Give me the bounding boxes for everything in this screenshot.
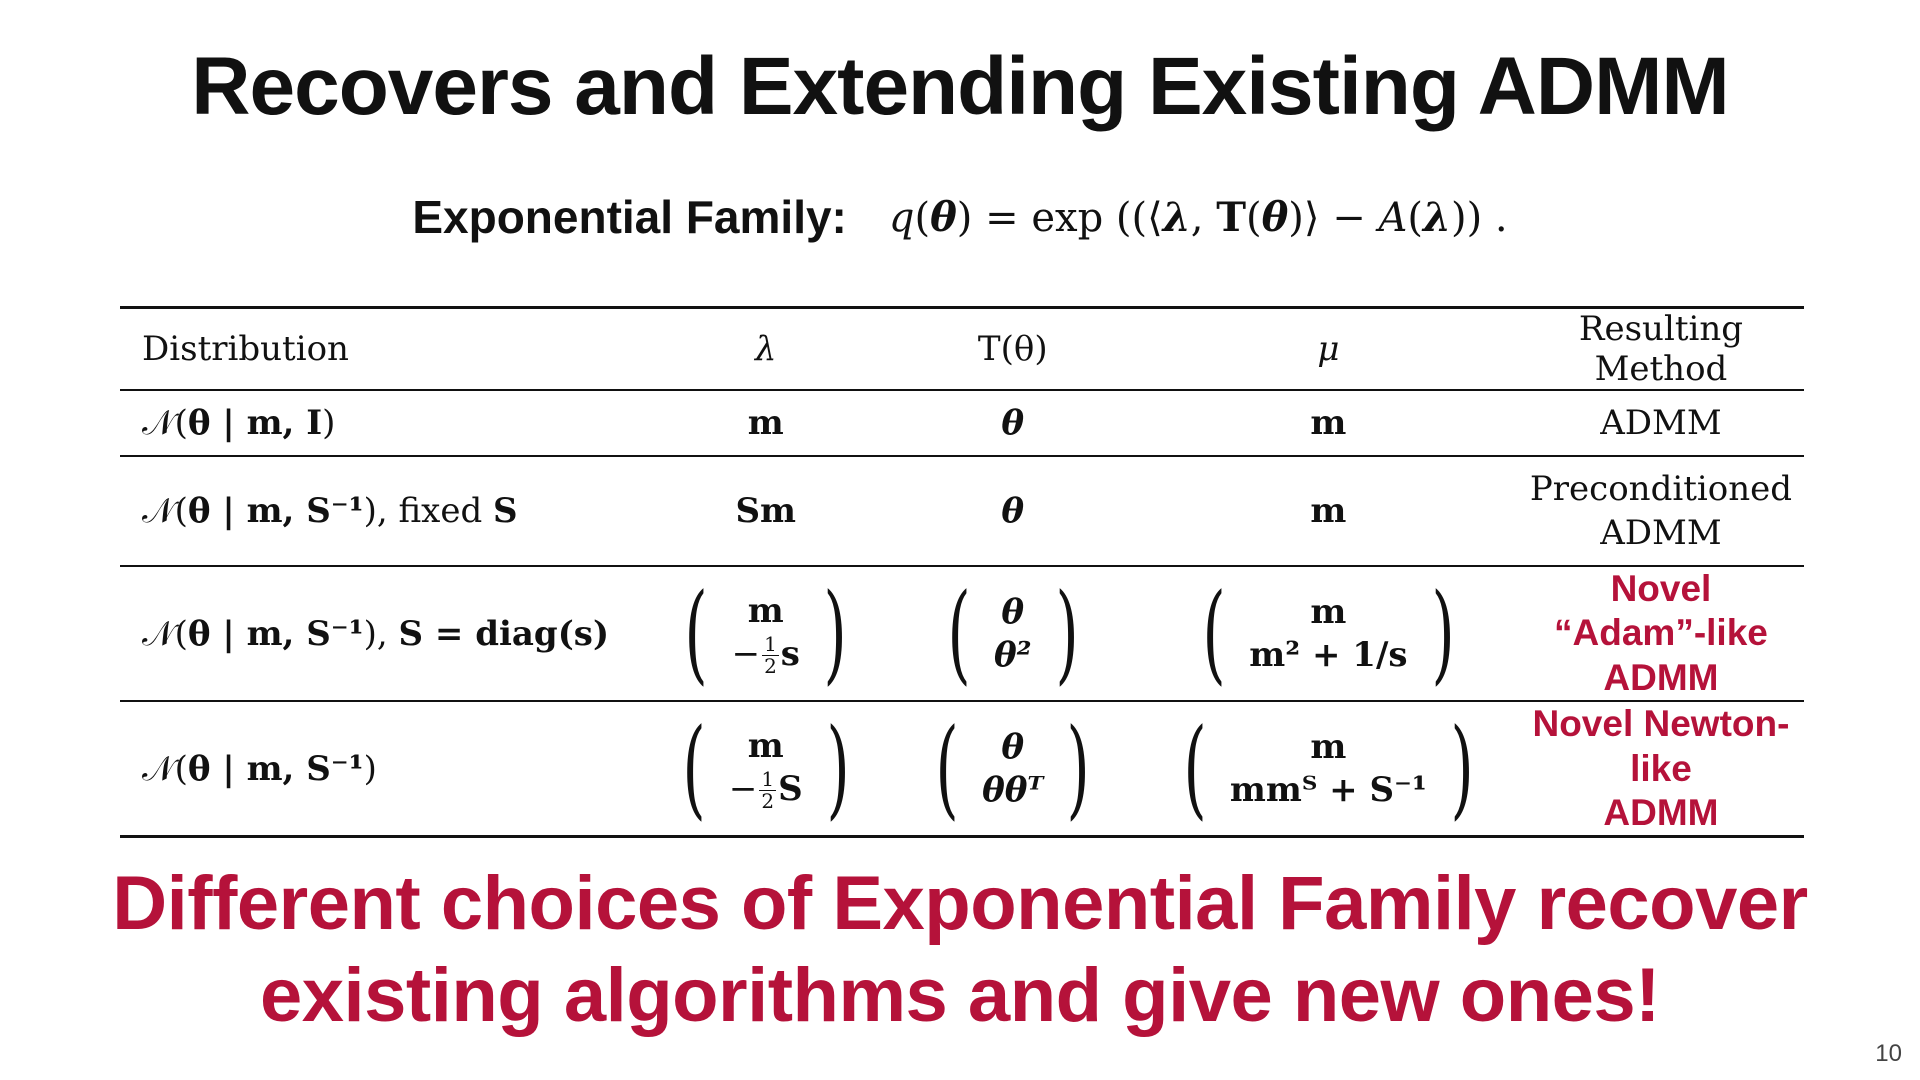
formula-label: Exponential Family: (412, 191, 847, 243)
cell-sufficient-statistic (887, 566, 1139, 701)
vector-entry: m (747, 591, 784, 632)
method-line: Novel “Adam”-like (1554, 568, 1768, 654)
table-row (120, 701, 1804, 837)
exponential-family-formula: q(θ) = exp ((⟨λ, T(θ)⟩ − A(λ)) . (888, 193, 1508, 241)
right-paren: ) (1430, 570, 1455, 696)
cell-distribution: 𝒩(θ | m, S⁻¹), fixed S (120, 456, 645, 566)
vector-entry: θ² (993, 634, 1032, 675)
right-paren: ) (1055, 570, 1079, 696)
page-number: 10 (1875, 1040, 1902, 1067)
distribution-table-wrapper (120, 306, 1804, 838)
cell-mu (1139, 701, 1518, 837)
vector-entry: − $\frac{1}{2}$ s (731, 632, 800, 679)
headline-line: existing algorithms and give new ones! (260, 953, 1660, 1038)
cell-lambda (645, 566, 887, 701)
column-vector (938, 570, 1088, 696)
slide-title: Recovers and Extending Existing ADMM (191, 41, 1729, 132)
table-header-row (120, 308, 1804, 391)
vector-entry: θ (1001, 592, 1025, 633)
method-line: ADMM (1603, 656, 1719, 698)
method-line: ADMM (1600, 513, 1722, 553)
column-vector (926, 705, 1100, 831)
table-row (120, 390, 1804, 456)
cell-lambda: Sm (645, 456, 887, 566)
vector-entry: m (747, 726, 784, 767)
left-paren: ( (684, 570, 709, 696)
cell-lambda (645, 701, 887, 837)
exponential-family-definition (0, 190, 1920, 244)
cell-mu (1139, 566, 1518, 701)
cell-method: ADMM (1518, 390, 1804, 456)
vector-entry: m (1310, 592, 1347, 633)
header-lambda: λ (645, 308, 887, 391)
cell-distribution: 𝒩(θ | m, S⁻¹), S = diag(s) (120, 566, 645, 701)
key-takeaway-headline (0, 858, 1920, 1042)
right-paren: ) (1066, 705, 1091, 831)
left-paren: ( (1202, 570, 1226, 696)
vector-entry: m² + 1/s (1249, 634, 1408, 675)
header-resulting-method: Resulting Method (1518, 308, 1804, 391)
column-vector (673, 705, 859, 831)
left-paren: ( (947, 570, 971, 696)
column-vector (675, 570, 856, 696)
column-vector (1193, 570, 1464, 696)
headline-line: Different choices of Exponential Family recover (112, 861, 1808, 946)
cell-sufficient-statistic: θ (887, 390, 1139, 456)
method-line: ADMM (1603, 791, 1719, 833)
header-mu: μ (1139, 308, 1518, 391)
cell-sufficient-statistic: θ (887, 456, 1139, 566)
left-paren: ( (682, 705, 706, 831)
fraction: $\frac{1}{2}$ (764, 632, 777, 679)
vector-entry: θθᵀ (982, 769, 1044, 810)
left-paren: ( (935, 705, 959, 831)
fraction: $\frac{1}{2}$ (761, 767, 775, 814)
table-row (120, 566, 1804, 701)
cell-mu: m (1139, 390, 1518, 456)
vector-entry: − $\frac{1}{2}$ S (728, 767, 803, 814)
table-row (120, 456, 1804, 566)
method-line: Preconditioned (1529, 468, 1792, 509)
right-paren: ) (1450, 705, 1474, 831)
cell-sufficient-statistic (887, 701, 1139, 837)
header-distribution: Distribution (120, 308, 645, 391)
column-vector (1174, 705, 1483, 831)
cell-method (1518, 456, 1804, 566)
distribution-table (120, 306, 1804, 838)
cell-method-novel (1518, 701, 1804, 837)
cell-distribution: 𝒩(θ | m, S⁻¹) (120, 701, 645, 837)
method-line: Novel Newton-like (1532, 703, 1790, 789)
vector-entry: θ (1001, 727, 1025, 768)
cell-method-novel (1518, 566, 1804, 701)
right-paren: ) (826, 705, 850, 831)
header-sufficient-statistic: T(θ) (887, 308, 1139, 391)
right-paren: ) (823, 570, 847, 696)
vector-entry: mmᵀ + S⁻¹ (1229, 769, 1427, 810)
cell-mu: m (1139, 456, 1518, 566)
vector-entry: m (1310, 727, 1347, 768)
cell-distribution: 𝒩(θ | m, I) (120, 390, 645, 456)
left-paren: ( (1183, 705, 1207, 831)
cell-lambda: m (645, 390, 887, 456)
